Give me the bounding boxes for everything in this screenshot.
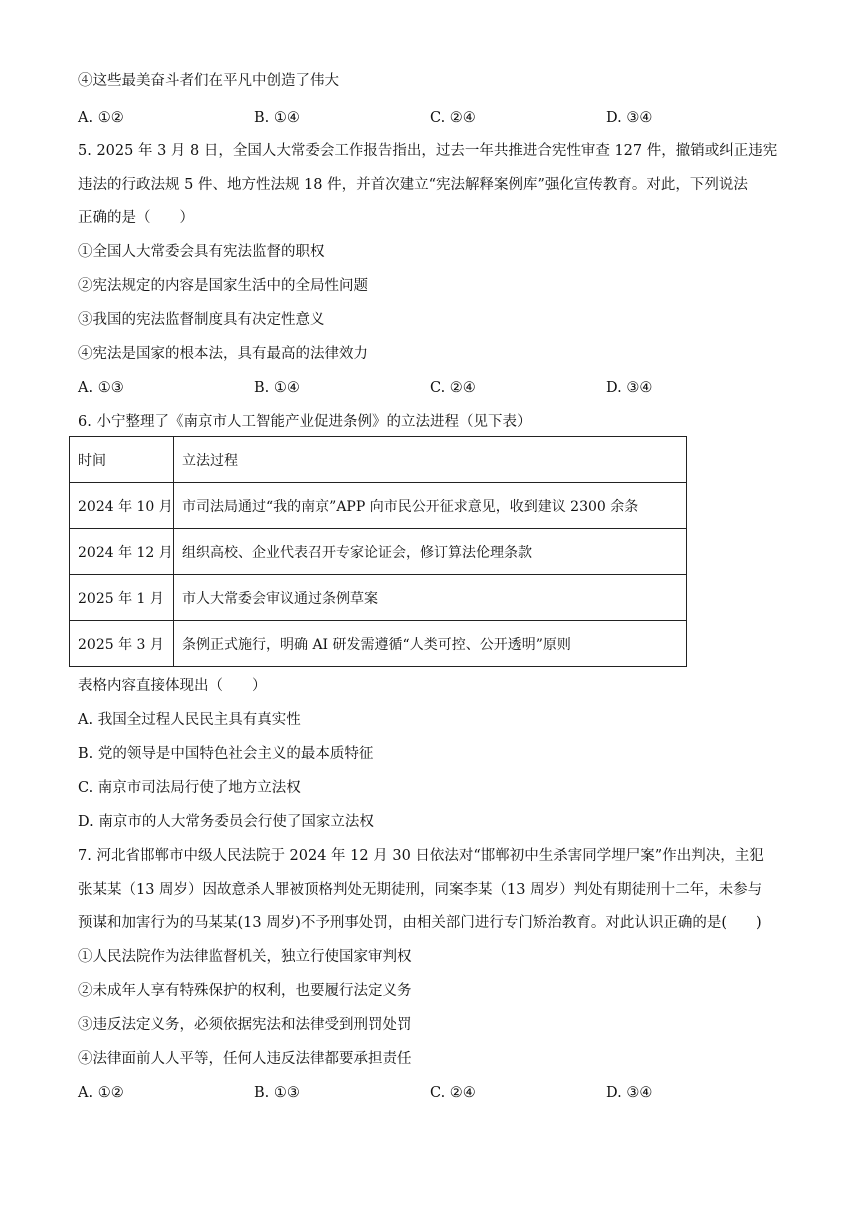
table-row [70,575,687,621]
q7-item-1: ①人民法院作为法律监督机关，独立行使国家审判权 [78,949,412,965]
table-cell-process: 市人大常委会审议通过条例草案 [174,575,687,621]
q6-stem: 6. 小宁整理了《南京市人工智能产业促进条例》的立法进程（见下表） [78,414,532,430]
q7-option-d: D. ③④ [606,1085,653,1101]
q5-option-c: C. ②④ [430,380,476,396]
q4-option-c: C. ②④ [430,110,476,126]
q5-item-1: ①全国人大常委会具有宪法监督的职权 [78,244,325,260]
table-header-cell: 时间 [70,437,174,483]
q5-option-a: A. ①③ [78,380,124,396]
table-row [70,529,687,575]
q6-option-c: C. 南京市司法局行使了地方立法权 [78,780,301,796]
q7-item-4: ④法律面前人人平等，任何人违反法律都要承担责任 [78,1051,412,1067]
q4-option-a: A. ①② [78,110,124,126]
table-row [70,621,687,667]
q4-item-4: ④这些最美奋斗者们在平凡中创造了伟大 [78,73,339,89]
legislation-timeline-table [69,436,687,667]
q7-option-a: A. ①② [78,1085,124,1101]
q7-stem-line-2: 张某某（13 周岁）因故意杀人罪被顶格判处无期徒刑，同案李某（13 周岁）判处有期徒刑十二年，未参与 [78,882,763,898]
table-row [70,483,687,529]
table-cell-time: 2024 年 12 月 [70,529,174,575]
q5-stem-line-1: 5. 2025 年 3 月 8 日，全国人大常委会工作报告指出，过去一年共推进合宪性审查 127 件，撤销或纠正违宪 [78,143,778,159]
table-cell-time: 2024 年 10 月 [70,483,174,529]
table-cell-time: 2025 年 3 月 [70,621,174,667]
q5-stem-line-3: 正确的是（ ） [78,210,194,226]
q4-option-b: B. ①④ [254,110,300,126]
q7-option-b: B. ①③ [254,1085,300,1101]
table-header-row [70,437,687,483]
q5-item-4: ④宪法是国家的根本法，具有最高的法律效力 [78,346,368,362]
table-header-cell: 立法过程 [174,437,687,483]
q6-option-b: B. 党的领导是中国特色社会主义的最本质特征 [78,746,374,762]
q7-stem-line-3: 预谋和加害行为的马某某(13 周岁)不予刑事处罚，由相关部门进行专门矫治教育。对此认识正确的是( ) [78,915,762,931]
table-cell-time: 2025 年 1 月 [70,575,174,621]
q4-option-d: D. ③④ [606,110,653,126]
q5-option-b: B. ①④ [254,380,300,396]
q5-option-d: D. ③④ [606,380,653,396]
q5-item-2: ②宪法规定的内容是国家生活中的全局性问题 [78,278,368,294]
table-cell-process: 组织高校、企业代表召开专家论证会，修订算法伦理条款 [174,529,687,575]
q5-item-3: ③我国的宪法监督制度具有决定性意义 [78,312,325,328]
q6-option-a: A. 我国全过程人民民主具有真实性 [78,712,301,728]
q7-stem-line-1: 7. 河北省邯郸市中级人民法院于 2024 年 12 月 30 日依法对“邯郸初中生杀害同学埋尸案”作出判决，主犯 [78,848,764,864]
q6-option-d: D. 南京市的人大常务委员会行使了国家立法权 [78,814,374,830]
table-cell-process: 条例正式施行，明确 AI 研发需遵循“人类可控、公开透明”原则 [174,621,687,667]
q7-item-2: ②未成年人享有特殊保护的权利，也要履行法定义务 [78,983,412,999]
q6-question: 表格内容直接体现出（ ） [78,678,267,694]
q5-stem-line-2: 违法的行政法规 5 件、地方性法规 18 件，并首次建立“宪法解释案例库”强化宣传教育。对此，下列说法 [78,177,748,193]
q7-option-c: C. ②④ [430,1085,476,1101]
table-cell-process: 市司法局通过“我的南京”APP 向市民公开征求意见，收到建议 2300 余条 [174,483,687,529]
q7-item-3: ③违反法定义务，必须依据宪法和法律受到刑罚处罚 [78,1017,412,1033]
